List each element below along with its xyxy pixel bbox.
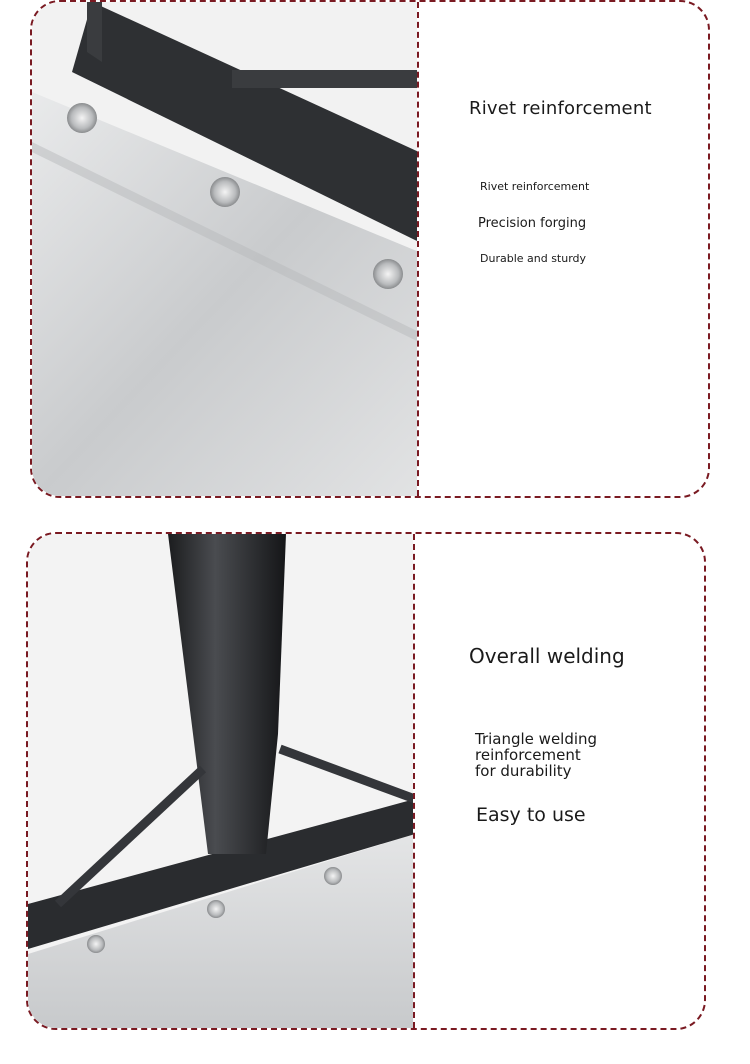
- product-photo-rivets: [32, 2, 419, 496]
- feature-panel-rivet: [30, 0, 710, 498]
- panel-title: Overall welding: [469, 644, 625, 668]
- feature-text: Durable and sturdy: [480, 252, 587, 265]
- rivet: [324, 867, 342, 885]
- rivet: [87, 935, 105, 953]
- feature-text: Precision forging: [478, 216, 587, 231]
- rivet: [210, 177, 240, 207]
- feature-text: Easy to use: [476, 804, 586, 826]
- rivet: [373, 259, 403, 289]
- product-photo-welding: [28, 534, 415, 1028]
- feature-panel-welding: [26, 532, 706, 1030]
- rivet: [67, 103, 97, 133]
- feature-text: Triangle welding reinforcement for durability: [475, 730, 598, 780]
- feature-text: Rivet reinforcement: [480, 180, 590, 193]
- rivet: [207, 900, 225, 918]
- panel-title: Rivet reinforcement: [469, 98, 652, 119]
